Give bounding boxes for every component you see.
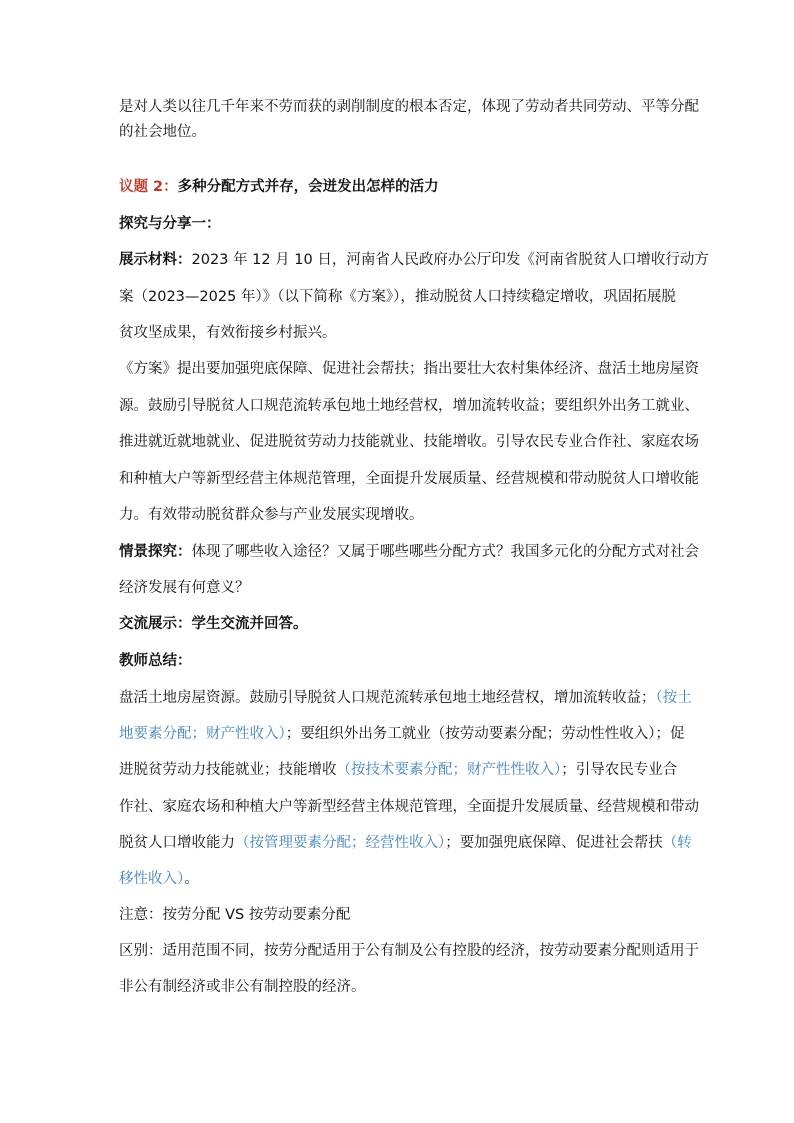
material-line: 贫攻坚成果，有效衔接乡村振兴。 bbox=[119, 325, 337, 341]
exchange-label: 交流展示： bbox=[119, 616, 192, 632]
summary-text: ；要加强兜底保障、促进社会帮扶 bbox=[445, 835, 663, 851]
exchange-text: 学生交流并回答。 bbox=[191, 616, 308, 632]
material-line: 案（2023—2025 年）》（以下简称《方案》），推动脱贫人口持续稳定增收，巩固拓展脱 bbox=[119, 289, 676, 305]
summary-text: 作社、家庭农场和种植大户等新型经营主体规范管理，全面提升发展质量、经营规模和带动 bbox=[119, 799, 699, 815]
scenario-line bbox=[119, 542, 699, 562]
summary-line bbox=[119, 724, 685, 744]
topic-heading bbox=[119, 177, 679, 197]
material-label: 展示材料： bbox=[119, 252, 192, 268]
topic-text: 多种分配方式并存，会迸发出怎样的活力 bbox=[177, 179, 439, 195]
difference-line: 非公有制经济或非公有制控股的经济。 bbox=[119, 979, 366, 995]
summary-annotation: （按土 bbox=[655, 690, 692, 706]
note-line: 注意：按劳分配 VS 按劳动要素分配 bbox=[119, 907, 351, 923]
intro-line: 是对人类以往几千年来不劳而获的剥削制度的根本否定，体现了劳动者共同劳动、平等分配 bbox=[119, 99, 699, 115]
teacher-heading: 教师总结： bbox=[119, 653, 192, 669]
summary-line bbox=[119, 797, 699, 817]
summary-annotation: 地要素分配；财产性收入） bbox=[119, 726, 286, 742]
plan-line: 《方案》提出要加强兜底保障、促进社会帮扶；指出要壮大农村集体经济、盘活土地房屋资 bbox=[119, 361, 699, 377]
plan-line: 力。有效带动脱贫群众参与产业发展实现增收。 bbox=[119, 507, 424, 523]
topic-label: 议题 2： bbox=[119, 179, 178, 195]
exchange-line bbox=[119, 614, 679, 634]
summary-annotation: （按管理要素分配；经营性收入） bbox=[235, 835, 446, 851]
material-text: 2023 年 12 月 10 日，河南省人民政府办公厅印发《河南省脱贫人口增收行动方 bbox=[191, 252, 709, 268]
material-line bbox=[119, 250, 709, 270]
scenario-line: 经济发展有何意义？ bbox=[119, 580, 250, 596]
summary-text: ；要组织外出务工就业（按劳动要素分配；劳动性性收入）；促 bbox=[285, 726, 685, 742]
summary-text: 。 bbox=[184, 871, 199, 887]
difference-line: 区别：适用范围不同，按劳分配适用于公有制及公有控股的经济，按劳动要素分配则适用于 bbox=[119, 943, 699, 959]
summary-text: 脱贫人口增收能力 bbox=[119, 835, 235, 851]
plan-line: 源。鼓励引导脱贫人口规范流转承包地土地经营权，增加流转收益；要组织外出务工就业、 bbox=[119, 398, 699, 414]
summary-line bbox=[119, 760, 679, 780]
summary-annotation: （按技术要素分配；财产性性收入） bbox=[336, 762, 562, 778]
summary-line bbox=[119, 833, 692, 853]
summary-annotation: （转 bbox=[662, 835, 692, 851]
summary-annotation: 移性收入） bbox=[119, 871, 185, 887]
summary-line bbox=[119, 869, 679, 889]
summary-line bbox=[119, 688, 692, 708]
intro-line: 的社会地位。 bbox=[119, 124, 206, 140]
summary-text: 进脱贫劳动力技能就业；技能增收 bbox=[119, 762, 337, 778]
scenario-label: 情景探究： bbox=[119, 544, 192, 560]
explore-heading: 探究与分享一： bbox=[119, 216, 221, 232]
scenario-text: 体现了哪些收入途径？又属于哪些哪些分配方式？我国多元化的分配方式对社会 bbox=[191, 544, 699, 560]
summary-text: ；引导农民专业合 bbox=[561, 762, 678, 778]
plan-line: 推进就近就地就业、促进脱贫劳动力技能就业、技能增收。引导农民专业合作社、家庭农场 bbox=[119, 434, 699, 450]
plan-line: 和种植大户等新型经营主体规范管理，全面提升发展质量、经营规模和带动脱贫人口增收能 bbox=[119, 471, 699, 487]
summary-text: 盘活土地房屋资源。鼓励引导脱贫人口规范流转承包地土地经营权，增加流转收益； bbox=[119, 690, 656, 706]
